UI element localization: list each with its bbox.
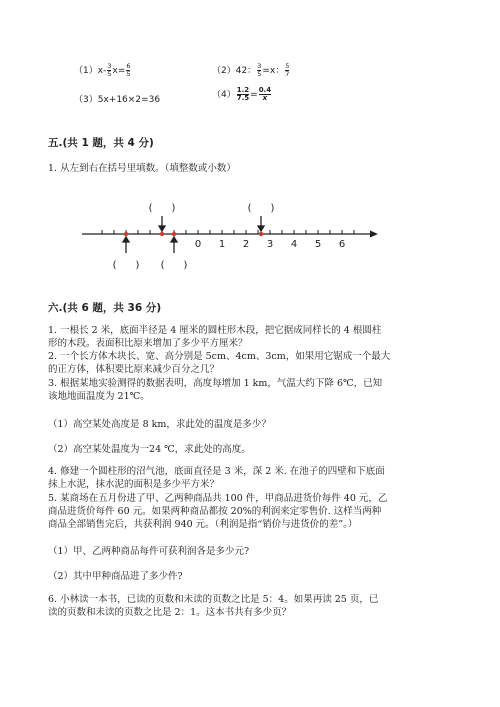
section-6-title: 六.(共 6 题，共 36 分): [48, 302, 162, 314]
point-marker: [172, 232, 176, 236]
tick-label-5: 5: [314, 239, 322, 250]
question-3-sub-1: （1）高空某处高度是 8 km，求此处的温度是多少？: [48, 419, 271, 430]
point-marker: [160, 232, 164, 236]
question-6: 6. 小林读一本书，已读的页数和未读的页数之比是 5：4。如果再读 25 页，已 读的页数和未读的页数之比是 2：1。这本书共有多少页？: [48, 594, 379, 618]
section-5-question-1: 1. 从左到右在括号里填数。（填整数或小数）: [48, 163, 236, 174]
tick-label-1: 1: [218, 239, 226, 250]
point-marker: [124, 232, 128, 236]
fraction: $\frac{3}{5}$: [257, 62, 262, 78]
question-5: 5. 某商场在五月份进了甲、乙两种商品共 100 件，甲商品进货价每件 40 元，乙 商品进货价每件 60 元。如果两种商品都按 20%的利润来定零售价. 这样当两种 商品全部销售完后，共获利润 940 元。（利润是指“销价与进货价的差”。）: [48, 493, 388, 530]
question-2: 2. 一个长方体木块长、宽、高分别是 5cm、4cm、3cm，如果用它锯成一个最大 的正方体，体积要比原来减少百分之几？: [48, 351, 391, 375]
answer-bracket: ( ): [160, 260, 188, 271]
question-3: 3. 根据某地实验测得的数据表明，高度每增加 1 km，气温大约下降 6℃，已知 该地地面温度为 21℃。: [48, 378, 383, 402]
question-4: 4. 修建一个圆柱形的沼气池，底面直径是 3 米，深 2 米. 在池子的四壁和下底面 抹上水泥，抹水泥的面积是多少平方米？: [48, 466, 385, 490]
answer-bracket: ( ): [247, 203, 275, 214]
tick-label-0: 0: [194, 239, 202, 250]
equation-label: （1）: [74, 66, 98, 76]
equation-4: （4） $\frac{1.2}{7.5}$ = $\frac{0.4}{x}$: [212, 86, 272, 102]
point-marker: [259, 232, 263, 236]
equation-3: （3）5x+16×2=36: [74, 95, 161, 105]
equation-label: （4）: [212, 90, 236, 100]
arrow-head-icon: [370, 231, 378, 238]
tick-label-2: 2: [242, 239, 250, 250]
section-5-title: 五.(共 1 题，共 4 分): [48, 137, 154, 149]
question-5-sub-2: （2）其中甲种商品进了多少件?: [48, 571, 183, 582]
question-1: 1. 一根长 2 米，底面半径是 4 厘米的圆柱形木段，把它据成同样长的 4 根圆柱 形的木段。表面积比原来增加了多少平方厘米？: [48, 325, 382, 349]
equation-label: （2）: [212, 66, 236, 76]
fraction: $\frac{0.4}{x}$: [258, 86, 272, 102]
fraction: $\frac{1.2}{7.5}$: [236, 86, 250, 102]
equation-label: （3）: [74, 95, 98, 105]
fraction: $\frac{3}{5}$: [107, 62, 112, 78]
fraction: $\frac{5}{7}$: [285, 62, 290, 78]
equation-2: （2）42： $\frac{3}{5}$ =x： $\frac{5}{7}$: [212, 62, 290, 78]
equation-1: （1）x- $\frac{3}{5}$ x= $\frac{6}{5}$: [74, 62, 131, 78]
tick-label-6: 6: [338, 239, 346, 250]
question-3-sub-2: （2）高空某处温度为一24 ℃，求此处的高度。: [48, 444, 251, 455]
question-5-sub-1: （1）甲、乙两种商品每件可获利润各是多少元?: [48, 546, 250, 557]
answer-bracket: ( ): [112, 260, 140, 271]
tick-label-3: 3: [266, 239, 274, 250]
answer-bracket: ( ): [148, 203, 176, 214]
fraction: $\frac{6}{5}$: [126, 62, 131, 78]
tick-label-4: 4: [290, 239, 298, 250]
